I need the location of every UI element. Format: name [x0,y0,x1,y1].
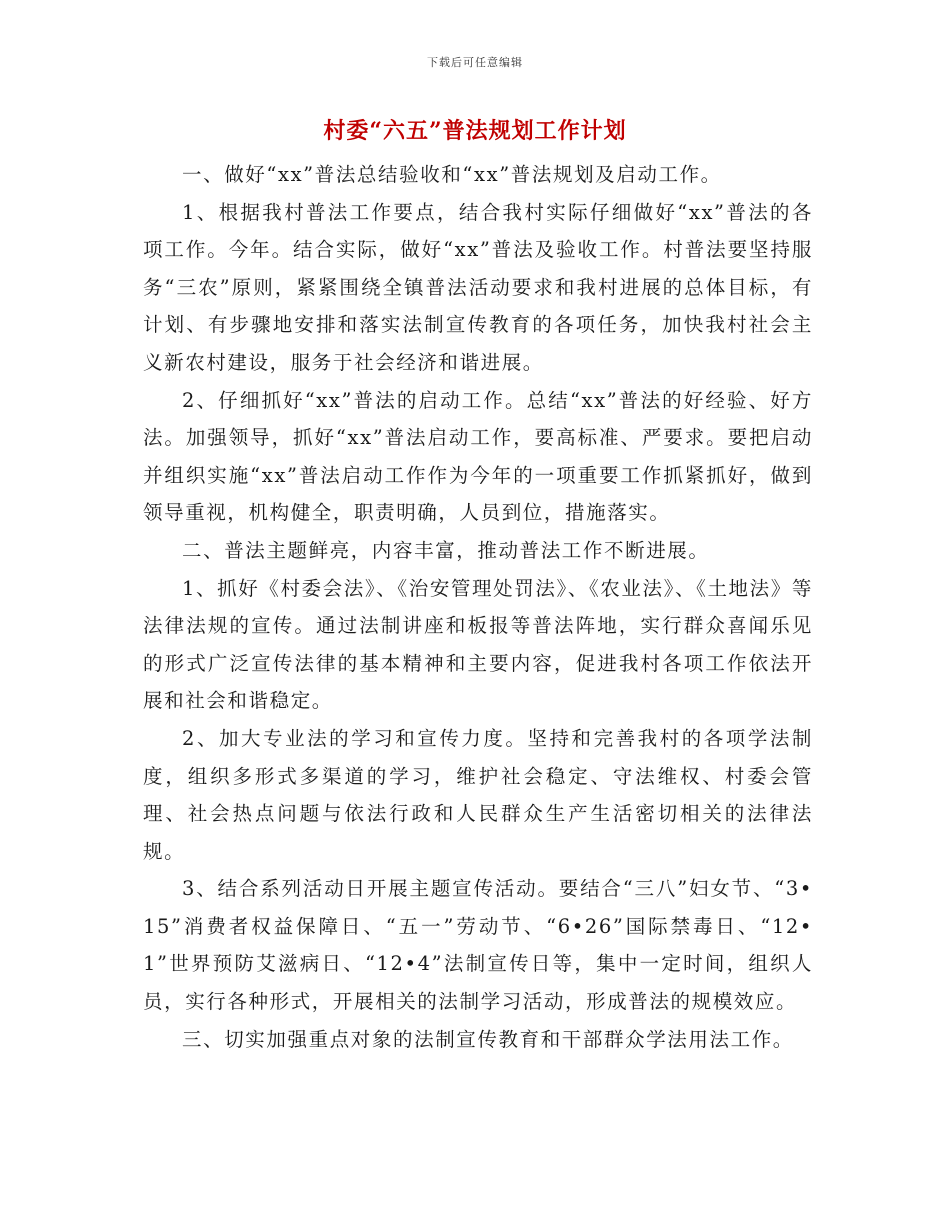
paragraph-2-2: 2、加大专业法的学习和宣传力度。坚持和完善我村的各项学法制度，组织多形式多渠道的学习，维护社会稳定、守法维权、村委会管理、社会热点问题与依法行政和人民群众生产生活密切相关的法律法规。 [143,726,813,863]
document-body [143,156,813,1058]
paragraph-2-1: 1、抓好《村委会法》、《治安管理处罚法》、《农业法》、《土地法》等法律法规的宣传。通过法制讲座和板报等普法阵地，实行群众喜闻乐见的形式广泛宣传法律的基本精神和主要内容，促进我村各项工作依法开展和社会和谐稳定。 [143,576,813,713]
paragraph-section-1: 一、做好“xx”普法总结验收和“xx”普法规划及启动工作。 [182,163,722,186]
paragraph-2-3: 3、结合系列活动日开展主题宣传活动。要结合“三八”妇女节、“3•15”消费者权益保障日、“五一”劳动节、“6•26”国际禁毒日、“12•1”世界预防艾滋病日、“12•4”法制宣传日等，集中一定时间，组织人员，实行各种形式，开展相关的法制学习活动，形成普法的规模效应。 [143,877,813,1014]
header-note: 下载后可任意编辑 [427,56,523,69]
paragraph-section-3: 三、切实加强重点对象的法制宣传教育和干部群众学法用法工作。 [182,1027,794,1051]
paragraph-1-2: 2、仔细抓好“xx”普法的启动工作。总结“xx”普法的好经验、好方法。加强领导，抓好“xx”普法启动工作，要高标准、严要求。要把启动并组织实施“xx”普法启动工作作为今年的一项重要工作抓紧抓好，做到领导重视，机构健全，职责明确，人员到位，措施落实。 [143,388,813,525]
paragraph-1-1: 1、根据我村普法工作要点，结合我村实际仔细做好“xx”普法的各项工作。今年。结合实际，做好“xx”普法及验收工作。村普法要坚持服务“三农”原则，紧紧围绕全镇普法活动要求和我村进展的总体目标，有计划、有步骤地安排和落实法制宣传教育的各项任务，加快我村社会主义新农村建设，服务于社会经济和谐进展。 [143,200,813,374]
paragraph-section-2: 二、普法主题鲜亮，内容丰富，推动普法工作不断进展。 [182,538,710,562]
page-title: 村委“六五”普法规划工作计划 [323,118,627,144]
